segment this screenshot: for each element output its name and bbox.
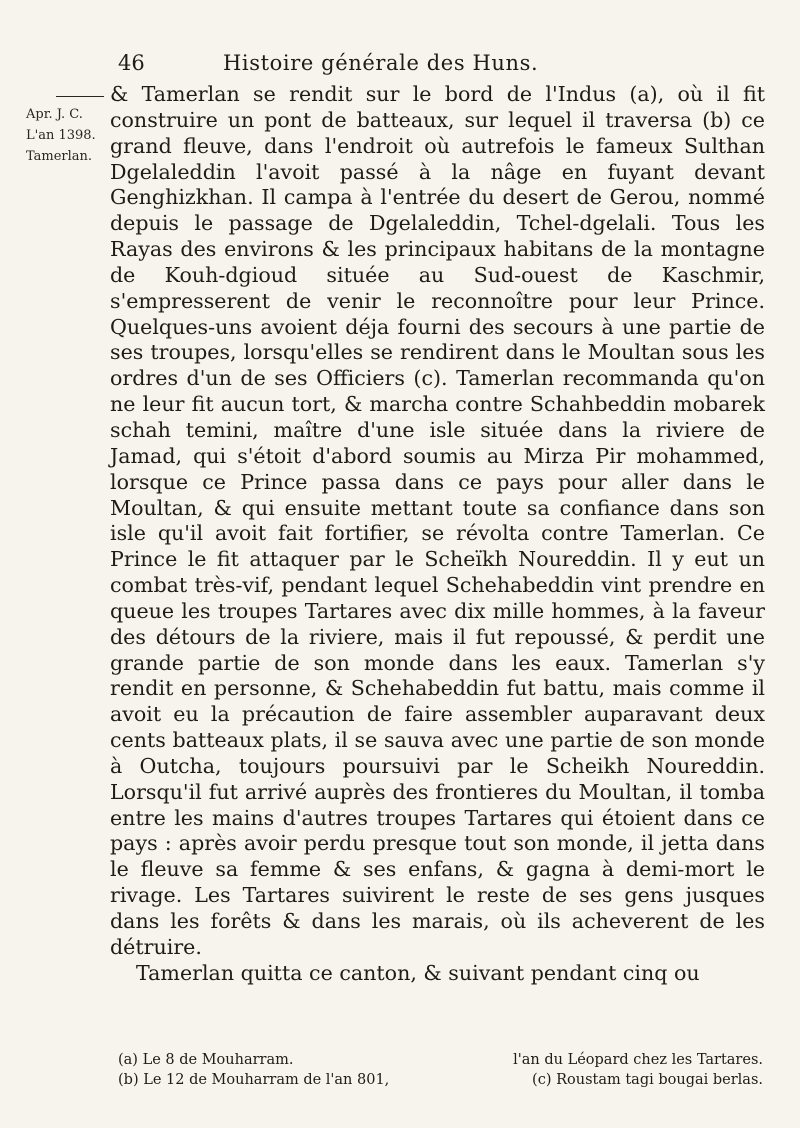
footnote-b-continued: l'an du Léopard chez les Tartares. bbox=[513, 1052, 763, 1068]
footnotes bbox=[118, 1050, 763, 1090]
paragraph-2: Tamerlan quitta ce canton, & suivant pendant cinq ou bbox=[136, 960, 700, 985]
margin-note bbox=[26, 104, 98, 167]
footnote-row-1 bbox=[118, 1050, 763, 1070]
footnote-a: (a) Le 8 de Mouharram. bbox=[118, 1052, 294, 1068]
margin-year-line: L'an 1398. bbox=[26, 128, 96, 143]
page-number: 46 bbox=[118, 51, 145, 75]
page-header bbox=[118, 48, 758, 78]
footnote-row-2 bbox=[118, 1070, 763, 1090]
footnote-c: (c) Roustam tagi bougai berlas. bbox=[532, 1072, 763, 1088]
running-title: Histoire générale des Huns. bbox=[223, 51, 539, 75]
footnote-b: (b) Le 12 de Mouharram de l'an 801, bbox=[118, 1072, 390, 1088]
margin-subject-line: Tamerlan. bbox=[26, 149, 93, 164]
margin-date-line: Apr. J. C. bbox=[26, 107, 83, 122]
margin-rule bbox=[56, 96, 104, 97]
main-text bbox=[110, 82, 765, 987]
paragraph-1: & Tamerlan se rendit sur le bord de l'Indus (a), où il fit construire un pont de batteaux, sur lequel il traversa (b) ce grand fleuve, dans l'endroit où autrefois le fameux Sulthan Dgelaleddin l'avoit passé à la nâge en fuyant devant Genghizkhan. Il campa à l'entrée du desert de Gerou, nommé depuis le passage de Dgelaleddin, Tchel-dgelali. Tous les Rayas des environs & les principaux habitans de la montagne de Kouh-dgioud située au Sud-ouest de Kaschmir, s'empresserent de venir le reconnoître pour leur Prince. Quelques-uns avoient déja fourni des secours à une partie de ses troupes, lorsqu'elles se rendirent dans le Moultan sous les ordres d'un de ses Officiers (c). Tamerlan recommanda qu'on ne leur fit aucun tort, & marcha contre Schahbeddin mobarek schah temini, maître d'une isle située dans la riviere de Jamad, qui s'étoit d'abord soumis au Mirza Pir mohammed, lorsque ce Prince passa dans ce pays pour aller dans le Moultan, & qui ensuite mettant toute sa confiance dans son isle qu'il avoit fait fortifier, se révolta contre Tamerlan. Ce Prince le fit attaquer par le Scheïkh Noureddin. Il y eut un combat très-vif, pendant lequel Schehabeddin vint prendre en queue les troupes Tartares avec dix mille hommes, à la faveur des détours de la riviere, mais il fut repoussé, & perdit une grande partie de son monde dans les eaux. Tamerlan s'y rendit en personne, & Schehabeddin fut battu, mais comme il avoit eu la précaution de faire assembler auparavant deux cents batteaux plats, il se sauva avec une partie de son monde à Outcha, toujours poursuivi par le Scheikh Noureddin. Lorsqu'il fut arrivé auprès des frontieres du Moultan, il tomba entre les mains d'autres troupes Tartares qui étoient dans ce pays : après avoir perdu presque tout son monde, il jetta dans le fleuve sa femme & ses enfans, & gagna à demi-mort le rivage. Les Tartares suivirent le reste de ses gens jusques dans les forêts & dans les marais, où ils acheverent de les détruire. bbox=[110, 82, 765, 959]
